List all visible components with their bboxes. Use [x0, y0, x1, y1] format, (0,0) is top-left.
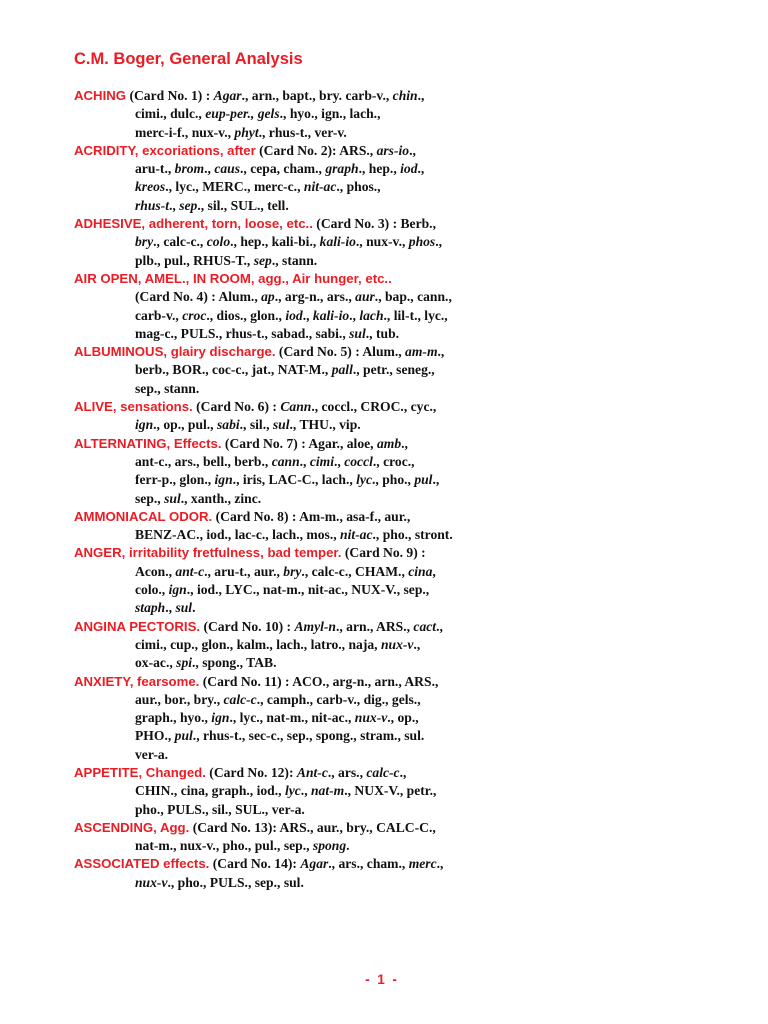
entry-continuation-line [74, 361, 754, 379]
entry-heading: ACRIDITY, excoriations, after [74, 142, 256, 158]
entry-heading: ANXIETY, fearsome. [74, 673, 200, 689]
entry-continuation-line [74, 178, 754, 196]
entry-continuation-line [74, 837, 754, 855]
entry-continuation-line [74, 709, 754, 727]
entry [74, 435, 754, 508]
entry-continuation-line [74, 801, 754, 819]
entry-heading: ANGINA PECTORIS. [74, 618, 201, 634]
entry-continuation-line [74, 471, 754, 489]
document-title: C.M. Boger, General Analysis [74, 50, 303, 68]
entry-heading: AMMONIACAL ODOR. [74, 508, 213, 524]
entry-remedies: sep., sul., xanth., zinc. [135, 490, 262, 506]
entry-remedies: BENZ-AC., iod., lac-c., lach., mos., nit-ac., pho., stront. [135, 527, 453, 543]
entry-remedies: ver-a. [135, 746, 169, 762]
entry-continuation-line [74, 746, 754, 764]
entry-remedies: sep., stann. [135, 380, 200, 396]
entry-heading: ASSOCIATED effects. [74, 856, 210, 872]
entry-remedies: PHO., pul., rhus-t., sec-c., sep., spong., stram., sul. [135, 728, 425, 744]
entry [74, 142, 754, 215]
entry-continuation-line [74, 233, 754, 251]
entry-heading: ALBUMINOUS, glairy discharge. [74, 344, 276, 360]
entry [74, 508, 754, 545]
entry-first-line [74, 142, 754, 160]
entry-first-line [74, 618, 754, 636]
entry-remedies: (Card No. 3) : Berb., [316, 216, 436, 232]
entry-remedies: (Card No. 6) : Cann., coccl., CROC., cyc., [196, 399, 437, 415]
entry-remedies: graph., hyo., ign., lyc., nat-m., nit-ac., nux-v., op., [135, 710, 419, 726]
entry-first-line [74, 673, 754, 691]
entry-remedies: ant-c., ars., bell., berb., cann., cimi., coccl., croc., [135, 453, 415, 469]
entry-remedies: (Card No. 5) : Alum., am-m., [278, 344, 445, 360]
entry-remedies: aru-t., brom., caus., cepa, cham., graph., hep., iod., [135, 161, 425, 177]
entry-first-line [74, 343, 754, 361]
entry-first-line [74, 398, 754, 416]
entry-first-line [74, 544, 754, 562]
entry-continuation-line [74, 563, 754, 581]
entry-continuation-line [74, 654, 754, 672]
entry [74, 87, 754, 142]
entry [74, 343, 754, 398]
entry-remedies: (Card No. 10) : Amyl-n., arn., ARS., cact., [203, 618, 443, 634]
entry-remedies: (Card No. 12): Ant-c., ars., calc-c., [209, 764, 407, 780]
page-number-text: - 1 - [365, 972, 397, 987]
entry-heading: ACHING [74, 88, 127, 103]
entries-list [74, 87, 754, 892]
entry-remedies: mag-c., PULS., rhus-t., sabad., sabi., sul., tub. [135, 325, 400, 341]
entry [74, 618, 754, 673]
entry-remedies: (Card No. 8) : Am-m., asa-f., aur., [215, 508, 411, 524]
entry-remedies: berb., BOR., coc-c., jat., NAT-M., pall., petr., seneg., [135, 362, 435, 378]
entry-first-line [74, 87, 754, 105]
entry [74, 855, 754, 892]
entry-continuation-line [74, 490, 754, 508]
entry-continuation-line [74, 197, 754, 215]
entry-remedies: (Card No. 4) : Alum., ap., arg-n., ars., aur., bap., cann., [135, 289, 452, 305]
entry-remedies: ferr-p., glon., ign., iris, LAC-C., lach., lyc., pho., pul., [135, 472, 440, 488]
entry-first-line [74, 764, 754, 782]
entry-continuation-line [74, 416, 754, 434]
entry-continuation-line [74, 581, 754, 599]
entry-heading: ANGER, irritability fretfulness, bad temper. [74, 545, 342, 561]
entry-first-line [74, 819, 754, 837]
entry [74, 819, 754, 856]
entry-heading: ADHESIVE, adherent, torn, loose, etc.. [74, 216, 313, 232]
entry-remedies: ox-ac., spi., spong., TAB. [135, 655, 277, 671]
entry [74, 270, 754, 343]
entry-continuation-line [74, 782, 754, 800]
entry-continuation-line [74, 727, 754, 745]
page-number [0, 972, 768, 987]
entry-continuation-line [74, 874, 754, 892]
entry-continuation-line [74, 252, 754, 270]
entry-heading: ALIVE, sensations. [74, 399, 193, 415]
entry-remedies: pho., PULS., sil., SUL., ver-a. [135, 801, 305, 817]
entry-heading: APPETITE, Changed. [74, 764, 206, 780]
entry-continuation-line [74, 691, 754, 709]
entry-remedies: ign., op., pul., sabi., sil., sul., THU., vip. [135, 417, 361, 433]
entry-remedies: rhus-t., sep., sil., SUL., tell. [135, 197, 289, 213]
entry-continuation-line [74, 160, 754, 178]
entry-continuation-line [74, 599, 754, 617]
entry-continuation-line [74, 526, 754, 544]
entry-remedies: CHIN., cina, graph., iod., lyc., nat-m., NUX-V., petr., [135, 783, 437, 799]
entry-remedies: (Card No. 13): ARS., aur., bry., CALC-C., [192, 819, 436, 835]
entry-remedies: kreos., lyc., MERC., merc-c., nit-ac., phos., [135, 179, 381, 195]
entry-remedies: (Card No. 7) : Agar., aloe, amb., [224, 435, 408, 451]
entry-remedies: (Card No. 9) : [344, 545, 426, 561]
entry-continuation-line [74, 307, 754, 325]
entry [74, 764, 754, 819]
entry-continuation-line [74, 325, 754, 343]
entry-remedies: (Card No. 14): Agar., ars., cham., merc., [212, 856, 444, 872]
entry-first-line [74, 435, 754, 453]
entry-remedies: carb-v., croc., dios., glon., iod., kali-io., lach., lil-t., lyc., [135, 307, 448, 323]
entry-heading: ALTERNATING, Effects. [74, 435, 222, 451]
entry-remedies: cimi., dulc., eup-per., gels., hyo., ign., lach., [135, 106, 381, 122]
entry-remedies: (Card No. 2): ARS., ars-io., [259, 142, 416, 158]
entry-heading: ASCENDING, Agg. [74, 819, 190, 835]
entry-continuation-line [74, 453, 754, 471]
entry-remedies: nux-v., pho., PULS., sep., sul. [135, 874, 304, 890]
entry-remedies: cimi., cup., glon., kalm., lach., latro., naja, nux-v., [135, 636, 421, 652]
entry-first-line [74, 270, 754, 288]
entry-remedies: (Card No. 11) : ACO., arg-n., arn., ARS., [202, 673, 439, 689]
entry-remedies: aur., bor., bry., calc-c., camph., carb-v., dig., gels., [135, 691, 421, 707]
entry-remedies: staph., sul. [135, 600, 196, 616]
entry-remedies: nat-m., nux-v., pho., pul., sep., spong. [135, 838, 350, 854]
entry-remedies: (Card No. 1) : Agar., arn., bapt., bry. carb-v., chin., [129, 88, 425, 103]
entry-first-line [74, 215, 754, 233]
entry-continuation-line [74, 380, 754, 398]
entry-remedies: bry., calc-c., colo., hep., kali-bi., kali-io., nux-v., phos., [135, 234, 443, 250]
entry-first-line [74, 508, 754, 526]
entry [74, 544, 754, 617]
entry-continuation-line [74, 105, 754, 123]
entry [74, 398, 754, 435]
entry [74, 215, 754, 270]
entry [74, 673, 754, 764]
entry-remedies: merc-i-f., nux-v., phyt., rhus-t., ver-v. [135, 124, 347, 140]
entry-remedies: colo., ign., iod., LYC., nat-m., nit-ac., NUX-V., sep., [135, 582, 430, 598]
entry-continuation-line [74, 636, 754, 654]
entry-remedies: Acon., ant-c., aru-t., aur., bry., calc-c., CHAM., cina, [135, 563, 436, 579]
entry-remedies: plb., pul., RHUS-T., sep., stann. [135, 252, 318, 268]
entry-first-line [74, 855, 754, 873]
entry-continuation-line [74, 124, 754, 142]
entry-continuation-line [74, 288, 754, 306]
entry-heading: AIR OPEN, AMEL., IN ROOM, agg., Air hunger, etc.. [74, 270, 392, 286]
